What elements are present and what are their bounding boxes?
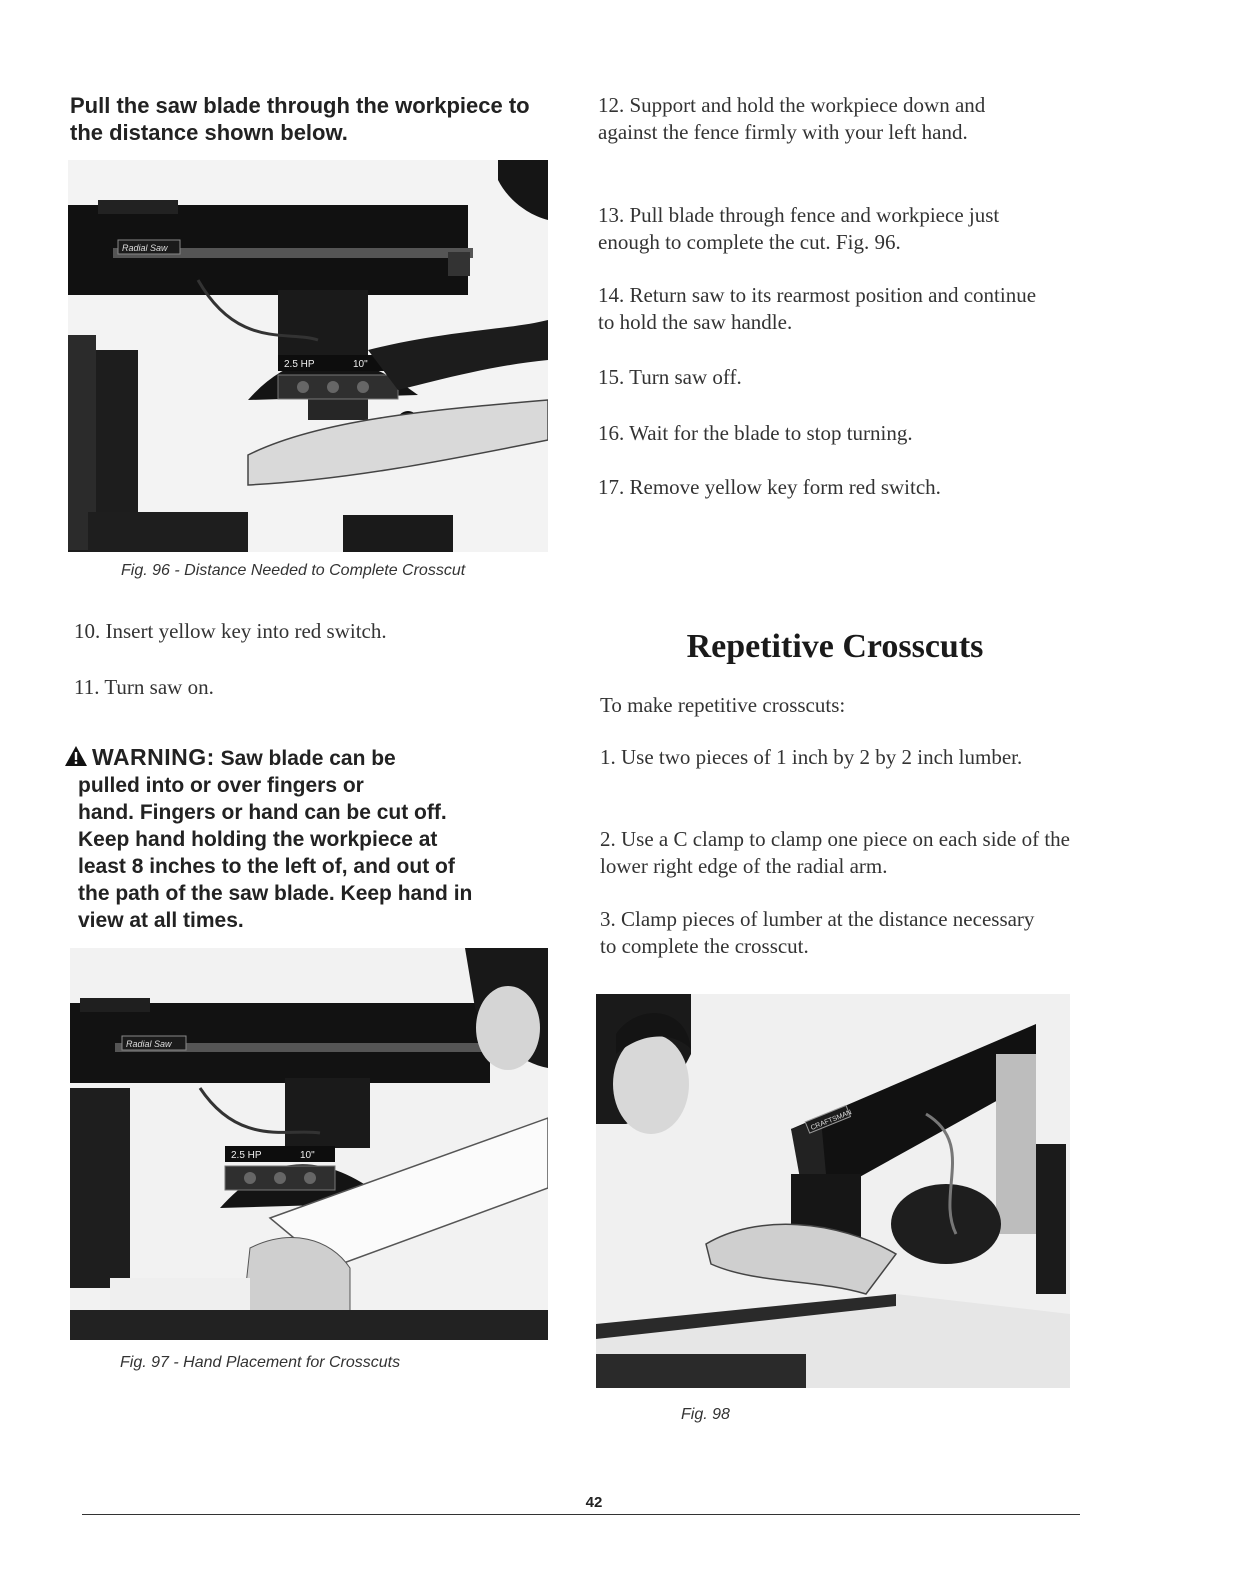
warning-heading: WARNING:: [92, 744, 215, 770]
warning-line-6: view at all times.: [78, 909, 244, 932]
fig96-size-label: 10": [353, 359, 368, 370]
fig97-size-label: 10": [300, 1150, 315, 1161]
step-15: 15. Turn saw off.: [598, 365, 742, 389]
warning-line-4: least 8 inches to the left of, and out of: [78, 855, 455, 878]
repetitive-step-2: 2. Use a C clamp to clamp one piece on each side of the lower right edge of the radial arm.: [600, 827, 1070, 878]
warning-line-1: pulled into or over fingers or: [78, 774, 364, 797]
step-11: 11. Turn saw on.: [74, 675, 214, 699]
intro-instruction: Pull the saw blade through the workpiece to the distance shown below.: [70, 93, 530, 145]
figure-97-caption: Fig. 97 - Hand Placement for Crosscuts: [120, 1354, 401, 1371]
step-13: 13. Pull blade through fence and workpiece just enough to complete the cut. Fig. 96.: [598, 203, 1000, 254]
repetitive-step-1: 1. Use two pieces of 1 inch by 2 by 2 inch lumber.: [600, 745, 1023, 769]
footer-rule: [82, 1514, 1080, 1515]
fig98-brand-label: CRAFTSMAN: [809, 1109, 853, 1132]
warning-icon: [64, 745, 88, 767]
step-16: 16. Wait for the blade to stop turning.: [598, 421, 913, 445]
warning-block: [64, 744, 552, 934]
figure-96-caption: Fig. 96 - Distance Needed to Complete Crosscut: [121, 562, 466, 579]
step-17: 17. Remove yellow key form red switch.: [598, 475, 941, 499]
section-title: Repetitive Crosscuts: [686, 628, 984, 665]
step-14: 14. Return saw to its rearmost position and continue to hold the saw handle.: [598, 283, 1037, 334]
warning-line-0: Saw blade can be: [220, 747, 396, 770]
warning-line-3: Keep hand holding the workpiece at: [78, 828, 438, 851]
figure-96-photo: [68, 160, 548, 552]
page-number: 42: [574, 1494, 614, 1511]
fig97-arm-label: Radial Saw: [126, 1039, 172, 1049]
fig97-hp-label: 2.5 HP: [231, 1150, 262, 1161]
repetitive-step-3: 3. Clamp pieces of lumber at the distance necessary to complete the crosscut.: [600, 907, 1035, 958]
warning-line-2: hand. Fingers or hand can be cut off.: [78, 801, 447, 824]
fig96-arm-label: Radial Saw: [122, 243, 168, 253]
figure-97-photo: [70, 948, 548, 1340]
figure-98-photo: [596, 994, 1070, 1388]
figure-98-caption: Fig. 98: [681, 1406, 730, 1423]
step-10: 10. Insert yellow key into red switch.: [74, 619, 387, 643]
warning-line-5: the path of the saw blade. Keep hand in: [78, 882, 473, 905]
step-12: 12. Support and hold the workpiece down and against the fence firmly with your left hand.: [598, 93, 986, 144]
fig96-hp-label: 2.5 HP: [284, 359, 315, 370]
repetitive-intro: To make repetitive crosscuts:: [600, 693, 846, 717]
